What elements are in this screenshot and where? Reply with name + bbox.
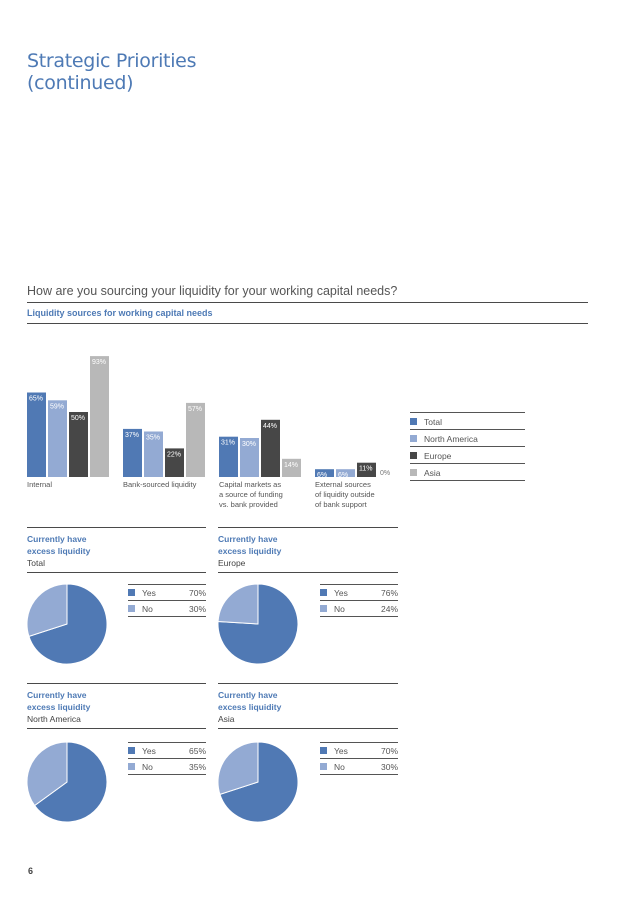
pie-north-america-title-line-2: excess liquidity	[27, 702, 91, 712]
pie-chart-europe	[217, 583, 299, 665]
legend-label-asia: Asia	[424, 467, 441, 478]
category-label-2-1: a source of funding	[219, 490, 283, 499]
pie-north-america-legend	[128, 742, 206, 775]
bar-label-asia-1: 57%	[188, 405, 203, 413]
pie-north-america-value-no: 35%	[188, 761, 206, 772]
pie-europe-value-no: 24%	[380, 603, 398, 614]
pie-europe-bottom-rule	[218, 572, 398, 573]
pie-europe-title-line-1: Currently have	[218, 534, 278, 544]
bar-label-north-america-3: 6%	[338, 472, 349, 480]
legend-swatch-total	[410, 418, 417, 425]
page-title-line-2: (continued)	[27, 72, 134, 94]
pie-asia-title	[218, 689, 281, 725]
pie-asia-label-no: No	[334, 761, 345, 772]
bar-asia-1	[186, 403, 205, 477]
legend-label-total: Total	[424, 416, 442, 427]
pie-north-america-swatch-yes	[128, 747, 135, 754]
legend-swatch-north-america	[410, 435, 417, 442]
category-label-2-2: vs. bank provided	[219, 500, 278, 509]
bar-chart-legend	[410, 412, 525, 481]
legend-item-north-america	[410, 429, 525, 446]
pie-north-america-top-rule	[27, 683, 206, 684]
bar-label-asia-0: 93%	[92, 359, 107, 367]
legend-label-europe: Europe	[424, 450, 452, 461]
pie-total-bottom-rule	[27, 572, 206, 573]
category-label-1-0: Bank-sourced liquidity	[123, 480, 197, 489]
pie-asia-label-yes: Yes	[334, 745, 348, 756]
pie-total-title-line-2: excess liquidity	[27, 546, 91, 556]
question-rule	[27, 302, 588, 303]
liquidity-sources-bar-chart	[0, 330, 420, 520]
pie-total-legend	[128, 584, 206, 617]
pie-asia-legend-no	[320, 758, 398, 775]
pie-total-title-line-1: Currently have	[27, 534, 87, 544]
legend-swatch-europe	[410, 452, 417, 459]
category-label-3-1: of liquidity outside	[315, 490, 375, 499]
pie-europe-top-rule	[218, 527, 398, 528]
section-label-rule	[27, 323, 588, 324]
category-label-2-0: Capital markets as	[219, 480, 282, 489]
pie-north-america-title	[27, 689, 90, 725]
category-label-3-0: External sources	[315, 480, 371, 489]
pie-asia-legend-yes	[320, 742, 398, 758]
pie-europe-swatch-yes	[320, 589, 327, 596]
legend-item-total	[410, 412, 525, 429]
pie-europe-title	[218, 533, 281, 569]
pie-slice-no	[218, 584, 258, 624]
pie-north-america-label-yes: Yes	[142, 745, 156, 756]
pie-chart-total	[26, 583, 108, 665]
pie-europe-title-line-2: excess liquidity	[218, 546, 282, 556]
pie-chart-north-america	[26, 741, 108, 823]
pie-asia-region: Asia	[218, 714, 235, 724]
page-title-line-1: Strategic Priorities	[27, 50, 197, 72]
pie-total-legend-yes	[128, 584, 206, 600]
bar-label-asia-2: 14%	[284, 461, 299, 469]
pie-asia-swatch-no	[320, 763, 327, 770]
pie-total-legend-no	[128, 600, 206, 617]
bar-label-north-america-2: 30%	[242, 441, 257, 448]
pie-europe-legend-yes	[320, 584, 398, 600]
pie-north-america-legend-yes	[128, 742, 206, 758]
pie-total-label-yes: Yes	[142, 587, 156, 598]
bar-label-north-america-0: 59%	[50, 403, 65, 411]
pie-europe-value-yes: 76%	[380, 587, 398, 598]
pie-total-title	[27, 533, 90, 569]
pie-total-value-no: 30%	[188, 603, 206, 614]
page-title	[27, 50, 196, 94]
pie-north-america-title-line-1: Currently have	[27, 690, 87, 700]
legend-label-north-america: North America	[424, 433, 478, 444]
bar-label-europe-1: 22%	[167, 451, 182, 459]
bar-label-total-1: 37%	[125, 431, 140, 439]
pie-asia-value-yes: 70%	[380, 745, 398, 756]
bar-total-0	[27, 393, 46, 478]
bar-asia-0	[90, 356, 109, 477]
bar-label-europe-3: 11%	[359, 465, 373, 473]
pie-europe-label-no: No	[334, 603, 345, 614]
pie-europe-region: Europe	[218, 558, 246, 568]
bar-label-north-america-1: 35%	[146, 434, 161, 442]
pie-asia-bottom-rule	[218, 728, 398, 729]
legend-item-asia	[410, 463, 525, 481]
pie-north-america-value-yes: 65%	[188, 745, 206, 756]
bar-label-asia-3: 0%	[380, 470, 391, 477]
page-number: 6	[28, 866, 34, 876]
bar-label-total-0: 65%	[29, 395, 44, 403]
pie-total-top-rule	[27, 527, 206, 528]
pie-total-region: Total	[27, 558, 45, 568]
category-label-3-2: of bank support	[315, 500, 367, 509]
pie-north-america-bottom-rule	[27, 728, 206, 729]
bar-label-europe-2: 44%	[263, 422, 278, 430]
bar-label-europe-0: 50%	[71, 415, 86, 422]
legend-swatch-asia	[410, 469, 417, 476]
pie-total-swatch-no	[128, 605, 135, 612]
pie-europe-legend-no	[320, 600, 398, 617]
pie-total-swatch-yes	[128, 589, 135, 596]
pie-north-america-label-no: No	[142, 761, 153, 772]
chart-section-label: Liquidity sources for working capital needs	[27, 308, 213, 318]
pie-asia-swatch-yes	[320, 747, 327, 754]
pie-total-label-no: No	[142, 603, 153, 614]
pie-asia-title-line-2: excess liquidity	[218, 702, 282, 712]
bar-north-america-0	[48, 400, 67, 477]
pie-chart-asia	[217, 741, 299, 823]
category-label-0-0: Internal	[27, 480, 53, 489]
pie-europe-label-yes: Yes	[334, 587, 348, 598]
pie-asia-legend	[320, 742, 398, 775]
bar-label-total-3: 6%	[317, 472, 328, 480]
survey-question: How are you sourcing your liquidity for your working capital needs?	[27, 284, 398, 298]
bar-label-total-2: 31%	[221, 439, 236, 447]
pie-asia-title-line-1: Currently have	[218, 690, 278, 700]
pie-europe-legend	[320, 584, 398, 617]
pie-total-value-yes: 70%	[188, 587, 206, 598]
pie-europe-swatch-no	[320, 605, 327, 612]
pie-north-america-swatch-no	[128, 763, 135, 770]
pie-asia-top-rule	[218, 683, 398, 684]
pie-north-america-legend-no	[128, 758, 206, 775]
pie-north-america-region: North America	[27, 714, 81, 724]
legend-item-europe	[410, 446, 525, 463]
pie-asia-value-no: 30%	[380, 761, 398, 772]
